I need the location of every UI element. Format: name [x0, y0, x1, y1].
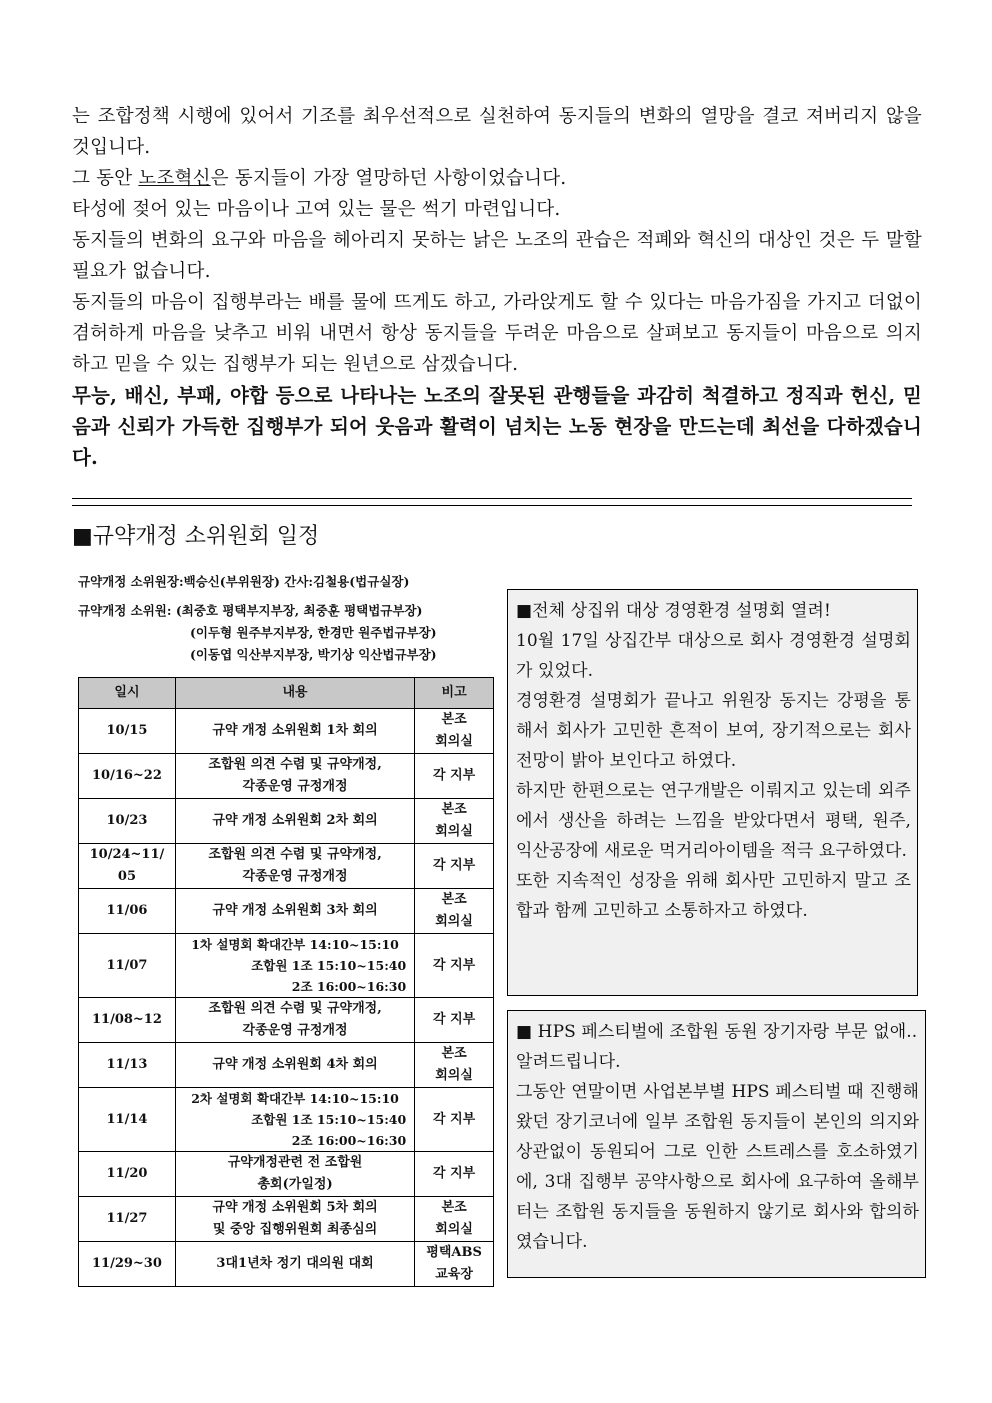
table-row — [79, 709, 494, 754]
note-cell — [415, 754, 494, 799]
intro-paragraph-6-bold: 무능, 배신, 부패, 야합 등으로 나타나는 노조의 잘못된 관행들을 과감히 척결하고 정직과 헌신, 믿음과 신뢰가 가득한 집행부가 되어 웃음과 활력이 넘치는 노동 현장을 만드는데 최선을 다하겠습니다. — [72, 384, 922, 469]
content-cell — [175, 844, 414, 889]
content-cell-line: 조합원 의견 수렴 및 규약개정, — [208, 757, 382, 772]
content-cell-line: 규약 개정 소위원회 2차 회의 — [212, 813, 378, 828]
committee-members-3: (이동엽 익산부지부장, 박기상 익산법규부장) — [190, 647, 437, 662]
date-cell — [79, 709, 176, 754]
content-cell-line: 조합원 1조 15:10~15:40 — [251, 958, 407, 973]
intro-p2-post: 은 동지들이 가장 열망하던 사항이었습니다. — [210, 168, 567, 189]
table-row — [79, 754, 494, 799]
note-cell-line: 각 지부 — [433, 858, 476, 873]
note-cell-line: 회의실 — [435, 1222, 473, 1237]
date-cell-line: 11/07 — [106, 957, 148, 973]
content-cell — [175, 1242, 414, 1287]
intro-paragraph-5: 동지들의 마음이 집행부라는 배를 물에 뜨게도 하고, 가라앉게도 할 수 있다는 마음가짐을 가지고 더없이 겸허하게 마음을 낮추고 비워 내면서 항상 동지들을 두려운 마음으로 살펴보고 동지들이 마음으로 의지하고 믿을 수 있는 집행부가 되는 원년으로 삼겠습니다. — [72, 292, 922, 375]
date-cell — [79, 1088, 176, 1152]
date-cell — [79, 1152, 176, 1197]
content-cell — [175, 709, 414, 754]
content-cell-line: 2조 16:00~16:30 — [291, 979, 407, 994]
intro-p2-underlined: 노조혁신 — [138, 168, 211, 189]
note-cell — [415, 998, 494, 1043]
date-cell — [79, 889, 176, 934]
note-cell-line: 회의실 — [435, 1068, 473, 1083]
note-cell — [415, 1043, 494, 1088]
committee-chair: 규약개정 소위원장:백승신(부위원장) 간사:김철용(법규실장) — [78, 574, 410, 589]
note-cell — [415, 889, 494, 934]
content-cell-line: 규약 개정 소위원회 1차 회의 — [212, 723, 378, 738]
table-row — [79, 889, 494, 934]
note-cell-line: 각 지부 — [433, 1111, 476, 1127]
header-note: 비고 — [415, 678, 494, 709]
note-cell-line: 본조 — [441, 892, 467, 907]
schedule-body — [79, 709, 494, 1287]
note-cell — [415, 1197, 494, 1242]
date-cell-line: 10/24~11/ — [89, 847, 165, 862]
committee-members-2: (이두형 원주부지부장, 한경만 원주법규부장) — [190, 625, 437, 640]
date-cell-line: 05 — [117, 869, 136, 884]
table-row — [79, 998, 494, 1043]
note-cell-line: 각 지부 — [433, 1012, 476, 1027]
note-cell-line: 각 지부 — [433, 1166, 476, 1181]
intro-paragraph-3: 타성에 젖어 있는 마음이나 고여 있는 물은 썩기 마련입니다. — [72, 199, 561, 220]
note-cell — [415, 934, 494, 998]
content-cell-line: 각종운영 규정개정 — [242, 869, 348, 884]
content-cell-line: 조합원 의견 수렴 및 규약개정, — [208, 1001, 382, 1016]
note-cell — [415, 1152, 494, 1197]
content-cell-line: 1차 설명회 확대간부 14:10~15:10 — [191, 937, 399, 952]
table-row — [79, 799, 494, 844]
date-cell — [79, 998, 176, 1043]
content-cell — [175, 1152, 414, 1197]
content-cell-line: 2조 16:00~16:30 — [291, 1133, 407, 1148]
content-cell — [175, 799, 414, 844]
content-cell-line: 총회(가일정) — [257, 1177, 333, 1192]
date-cell — [79, 1197, 176, 1242]
box1-body: 10월 17일 상집간부 대상으로 회사 경영환경 설명회가 있었다. — [516, 631, 911, 681]
note-cell-line: 각 지부 — [433, 768, 476, 783]
date-cell — [79, 1242, 176, 1287]
content-cell-line: 3대1년차 정기 대의원 대회 — [216, 1256, 374, 1271]
box2-body-2: 그동안 연말이면 사업본부별 HPS 페스티벌 때 진행해왔던 장기코너에 일부 조합원 동지들이 본인의 의지와 상관없이 동원되어 그로 인한 스트레스를 호소하였기에, 3대 집행부 공약사항으로 회사에 요구하여 올해부터는 조합원 동지들을 동원하지 않기로 회사와 합의하였습니다. — [516, 1082, 919, 1252]
box1-body-4: 또한 지속적인 성장을 위해 회사만 고민하지 말고 조합과 함께 고민하고 소통하자고 하였다. — [516, 871, 911, 921]
intro-paragraph-2 — [72, 163, 922, 194]
table-row — [79, 844, 494, 889]
note-cell-line: 각 지부 — [433, 957, 476, 973]
date-cell — [79, 1043, 176, 1088]
content-cell — [175, 1197, 414, 1242]
date-cell — [79, 844, 176, 889]
note-cell-line: 본조 — [441, 712, 467, 727]
schedule-table — [78, 677, 494, 1287]
content-cell — [175, 754, 414, 799]
table-header-row — [79, 678, 494, 709]
date-cell-line: 11/29~30 — [91, 1256, 162, 1271]
note-cell-line: 본조 — [441, 1200, 467, 1215]
date-cell-line: 11/27 — [106, 1211, 148, 1226]
content-cell — [175, 998, 414, 1043]
note-cell-line: 회의실 — [435, 734, 473, 749]
box2-body: 알려드립니다. — [516, 1052, 621, 1072]
box1-title: ■전체 상집위 대상 경영환경 설명회 열려! — [516, 601, 831, 621]
note-cell-line: 평택ABS — [426, 1245, 482, 1260]
note-cell-line: 교육장 — [435, 1267, 473, 1282]
table-row — [79, 1043, 494, 1088]
committee-members: 규약개정 소위원: (최중호 평택부지부장, 최중훈 평택법규부장) — [78, 603, 423, 618]
date-cell-line: 11/06 — [106, 903, 148, 918]
table-row — [79, 1152, 494, 1197]
table-row — [79, 1197, 494, 1242]
content-cell-line: 규약 개정 소위원회 4차 회의 — [212, 1057, 378, 1072]
divider-bottom — [72, 505, 912, 506]
news-box-hps-festival — [507, 1010, 926, 1278]
note-cell — [415, 1242, 494, 1287]
date-cell-line: 11/13 — [106, 1057, 148, 1072]
content-cell-line: 규약 개정 소위원회 5차 회의 — [212, 1200, 378, 1215]
intro-paragraph-4: 동지들의 변화의 요구와 마음을 헤아리지 못하는 낡은 노조의 관습은 적폐와 혁신의 대상인 것은 두 말할 필요가 없습니다. — [72, 230, 922, 282]
news-box-management-briefing — [507, 589, 918, 996]
section-title: ■규약개정 소위원회 일정 — [72, 524, 320, 549]
date-cell-line: 10/16~22 — [91, 768, 162, 783]
intro-p2-pre: 그 동안 — [72, 168, 139, 189]
header-date: 일시 — [79, 678, 176, 709]
content-cell-line: 조합원 의견 수렴 및 규약개정, — [208, 847, 382, 862]
box2-title: ■ HPS 페스티벌에 조합원 동원 장기자랑 부문 없애.. — [516, 1022, 918, 1042]
date-cell-line: 11/08~12 — [91, 1012, 162, 1027]
table-row — [79, 1242, 494, 1287]
note-cell — [415, 709, 494, 754]
intro-paragraph-1: 는 조합정책 시행에 있어서 기조를 최우선적으로 실천하여 동지들의 변화의 열망을 결코 져버리지 않을 것입니다. — [72, 106, 922, 158]
table-row — [79, 934, 494, 998]
date-cell-line: 11/20 — [106, 1166, 148, 1181]
date-cell — [79, 754, 176, 799]
content-cell-line: 조합원 1조 15:10~15:40 — [251, 1112, 407, 1127]
content-cell — [175, 1088, 414, 1152]
note-cell — [415, 799, 494, 844]
date-cell-line: 10/15 — [106, 723, 148, 738]
content-cell — [175, 934, 414, 998]
content-cell — [175, 889, 414, 934]
content-cell-line: 및 중앙 집행위원회 최종심의 — [212, 1222, 378, 1237]
content-cell-line: 규약개정관련 전 조합원 — [227, 1155, 363, 1170]
note-cell — [415, 1088, 494, 1152]
content-cell-line: 규약 개정 소위원회 3차 회의 — [212, 903, 378, 918]
content-cell-line: 각종운영 규정개정 — [242, 1023, 348, 1038]
content-cell-line: 각종운영 규정개정 — [242, 779, 348, 794]
box1-body-2: 경영환경 설명회가 끝나고 위원장 동지는 강평을 통해서 회사가 고민한 흔적이 보여, 장기적으로는 회사 전망이 밝아 보인다고 하였다. — [516, 691, 911, 771]
date-cell — [79, 799, 176, 844]
content-cell-line: 2차 설명회 확대간부 14:10~15:10 — [191, 1091, 399, 1106]
date-cell — [79, 934, 176, 998]
divider-top — [72, 498, 912, 499]
table-row — [79, 1088, 494, 1152]
header-content: 내용 — [175, 678, 414, 709]
note-cell — [415, 844, 494, 889]
box1-body-3: 하지만 한편으로는 연구개발은 이뤄지고 있는데 외주에서 생산을 하려는 느낌을 받았다면서 평택, 원주, 익산공장에 새로운 먹거리아이템을 적극 요구하였다. — [516, 781, 911, 861]
content-cell — [175, 1043, 414, 1088]
intro-text — [72, 101, 922, 473]
note-cell-line: 회의실 — [435, 914, 473, 929]
note-cell-line: 회의실 — [435, 824, 473, 839]
note-cell-line: 본조 — [441, 1046, 467, 1061]
date-cell-line: 10/23 — [106, 813, 148, 828]
note-cell-line: 본조 — [441, 802, 467, 817]
date-cell-line: 11/14 — [106, 1111, 148, 1127]
